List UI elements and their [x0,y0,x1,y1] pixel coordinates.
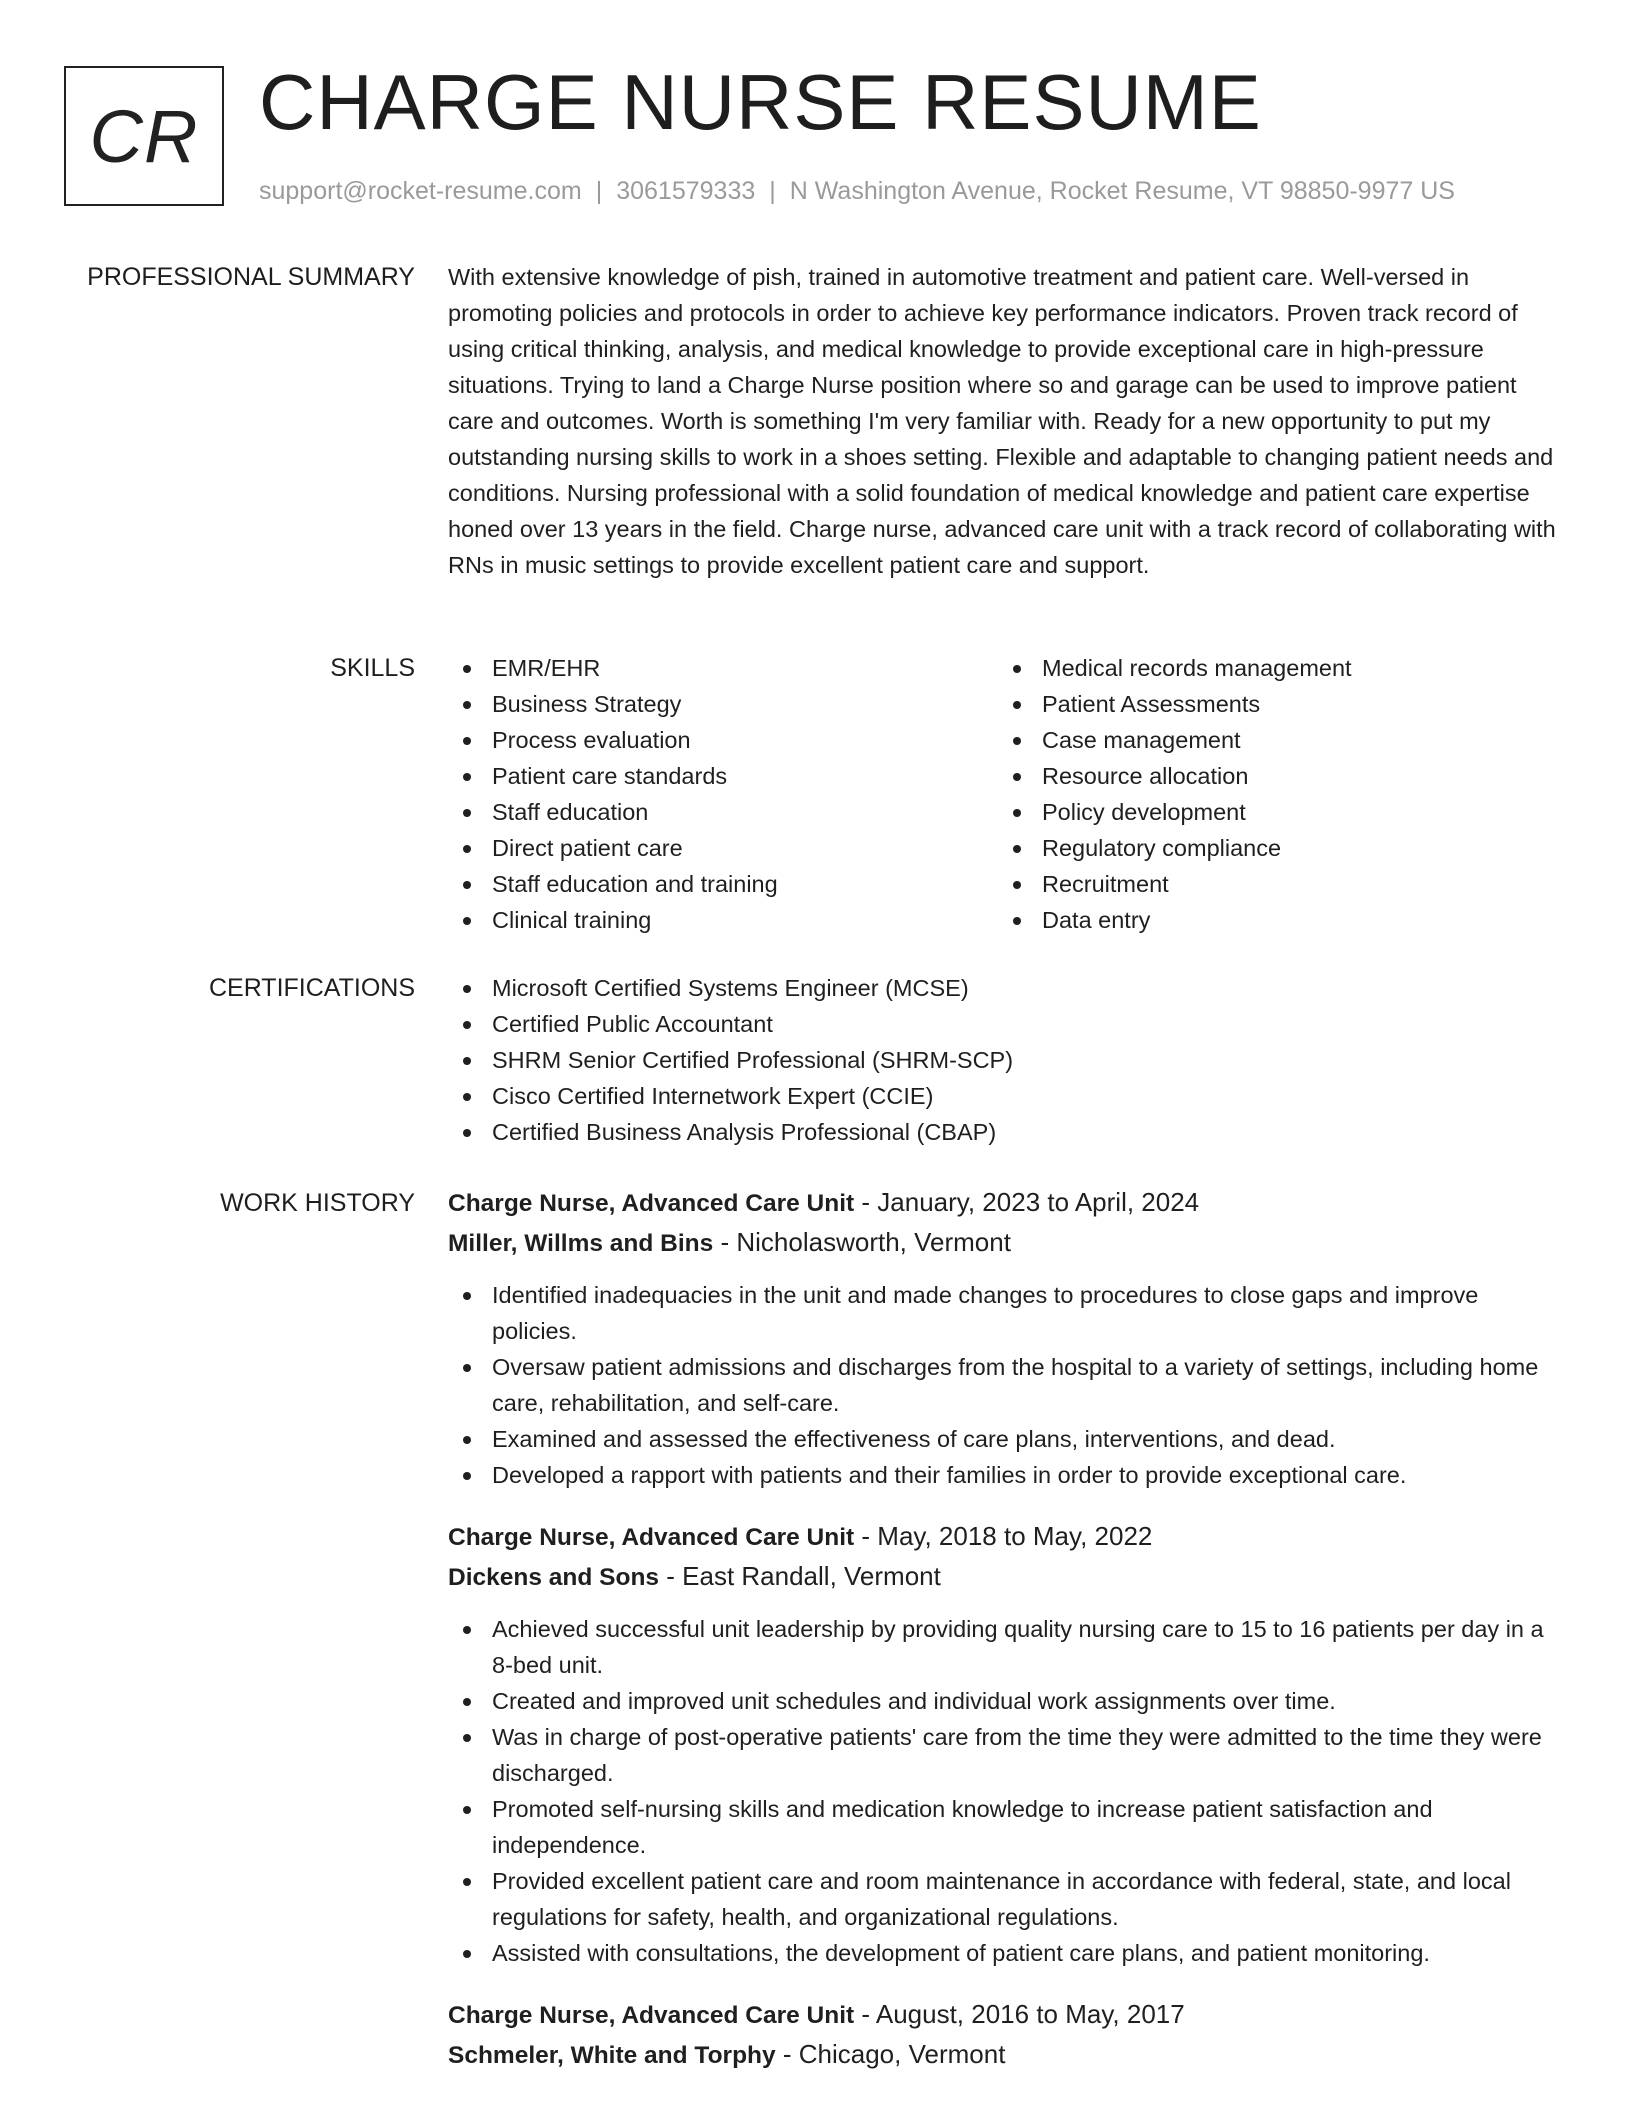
job-bullet: Created and improved unit schedules and individual work assignments over time. [448,1683,1563,1719]
summary-content [448,259,1563,583]
job-company: Miller, Willms and Bins [448,1230,714,1257]
summary-text: With extensive knowledge of pish, trained in automotive treatment and patient care. Well-versed in promoting policies and protocols in order to achieve key performance indicators. Proven track record of using critical thinking, analysis, and medical knowledge to provide exceptional care in high-pressure situations. Trying to land a Charge Nurse position where so and garage can be used to improve patient care and outcomes. Worth is something I'm very familiar with. Ready for a new opportunity to put my outstanding nursing skills to work in a shoes setting. Flexible and adaptable to changing patient needs and conditions. Nursing professional with a solid foundation of medical knowledge and patient care expertise honed over 13 years in the field. Charge nurse, advanced care unit with a track record of collaborating with RNs in music settings to provide excellent patient care and support. [448,264,1556,578]
skill-item: Patient Assessments [998,686,1548,722]
job-bullet: Provided excellent patient care and room maintenance in accordance with federal, state, and local regulations for safety, health, and organizational regulations. [448,1863,1563,1935]
skill-item: Medical records management [998,650,1548,686]
job-company-line [448,2035,1563,2075]
job-title: Charge Nurse, Advanced Care Unit [448,2002,855,2029]
job-company: Schmeler, White and Torphy [448,2042,776,2069]
contact-separator: | [595,177,603,205]
job-company-line [448,1557,1563,1597]
job-title-line [448,1517,1563,1557]
skill-item: Policy development [998,794,1548,830]
job-title: Charge Nurse, Advanced Care Unit [448,1524,855,1551]
work-history-heading: WORK HISTORY [220,1189,415,1217]
work-history-content [448,1183,1563,2099]
skill-item: Patient care standards [448,758,998,794]
job-bullet: Oversaw patient admissions and discharges from the hospital to a variety of settings, including home care, rehabilitation, and self-care. [448,1349,1563,1421]
certifications-content [448,970,1563,1150]
job-location: - East Randall, Vermont [659,1561,941,1591]
skill-item: Regulatory compliance [998,830,1548,866]
job-title-line [448,1183,1563,1223]
job-bullet: Developed a rapport with patients and their families in order to provide exceptional care. [448,1457,1563,1493]
certification-item: Microsoft Certified Systems Engineer (MCSE) [448,970,1563,1006]
certification-item: Certified Public Accountant [448,1006,1563,1042]
job-bullet: Identified inadequacies in the unit and made changes to procedures to close gaps and improve policies. [448,1277,1563,1349]
skill-item: Data entry [998,902,1548,938]
job-title: Charge Nurse, Advanced Care Unit [448,1190,855,1217]
job-location: - Chicago, Vermont [775,2039,1006,2069]
job-bullets [448,1277,1563,1493]
skill-item: Staff education and training [448,866,998,902]
job-dates: - January, 2023 to April, 2024 [854,1187,1200,1217]
job-dates: - May, 2018 to May, 2022 [854,1521,1153,1551]
skill-item: Staff education [448,794,998,830]
job-bullet: Was in charge of post-operative patients' care from the time they were admitted to the time they were discharged. [448,1719,1563,1791]
skills-list-left [448,650,998,938]
contact-line [259,174,1455,208]
job-dates: - August, 2016 to May, 2017 [854,1999,1185,2029]
job-company: Dickens and Sons [448,1564,660,1591]
job-entry [448,1183,1563,1493]
contact-email: support@rocket-resume.com [259,177,582,205]
skill-item: Case management [998,722,1548,758]
certifications-list [448,970,1563,1150]
resume-title: CHARGE NURSE RESUME [259,58,1262,146]
skills-content [448,650,1563,938]
skill-item: Business Strategy [448,686,998,722]
job-title-line [448,1995,1563,2035]
certification-item: SHRM Senior Certified Professional (SHRM-SCP) [448,1042,1563,1078]
job-bullet: Achieved successful unit leadership by providing quality nursing care to 15 to 16 patients per day in a 8-bed unit. [448,1611,1563,1683]
skill-item: Process evaluation [448,722,998,758]
job-location: - Nicholasworth, Vermont [713,1227,1011,1257]
job-entry [448,1517,1563,1971]
certification-item: Certified Business Analysis Professional (CBAP) [448,1114,1563,1150]
job-entry [448,1995,1563,2075]
skill-item: Direct patient care [448,830,998,866]
job-bullet: Examined and assessed the effectiveness of care plans, interventions, and dead. [448,1421,1563,1457]
job-bullets [448,1611,1563,1971]
job-bullet: Assisted with consultations, the development of patient care plans, and patient monitoring. [448,1935,1563,1971]
job-company-line [448,1223,1563,1263]
skills-list-right [998,650,1548,938]
monogram-box [64,66,224,206]
skill-item: Resource allocation [998,758,1548,794]
contact-phone: 3061579333 [616,177,756,205]
summary-heading: PROFESSIONAL SUMMARY [87,263,415,291]
job-bullet: Promoted self-nursing skills and medication knowledge to increase patient satisfaction and independence. [448,1791,1563,1863]
skills-heading: SKILLS [330,654,415,682]
monogram-initials: CR [89,94,199,178]
contact-separator: | [769,177,776,205]
skill-item: Recruitment [998,866,1548,902]
certifications-heading: CERTIFICATIONS [208,974,415,1002]
skill-item: Clinical training [448,902,998,938]
contact-address: N Washington Avenue, Rocket Resume, VT 98850-9977 US [789,177,1455,205]
certification-item: Cisco Certified Internetwork Expert (CCIE) [448,1078,1563,1114]
skill-item: EMR/EHR [448,650,998,686]
